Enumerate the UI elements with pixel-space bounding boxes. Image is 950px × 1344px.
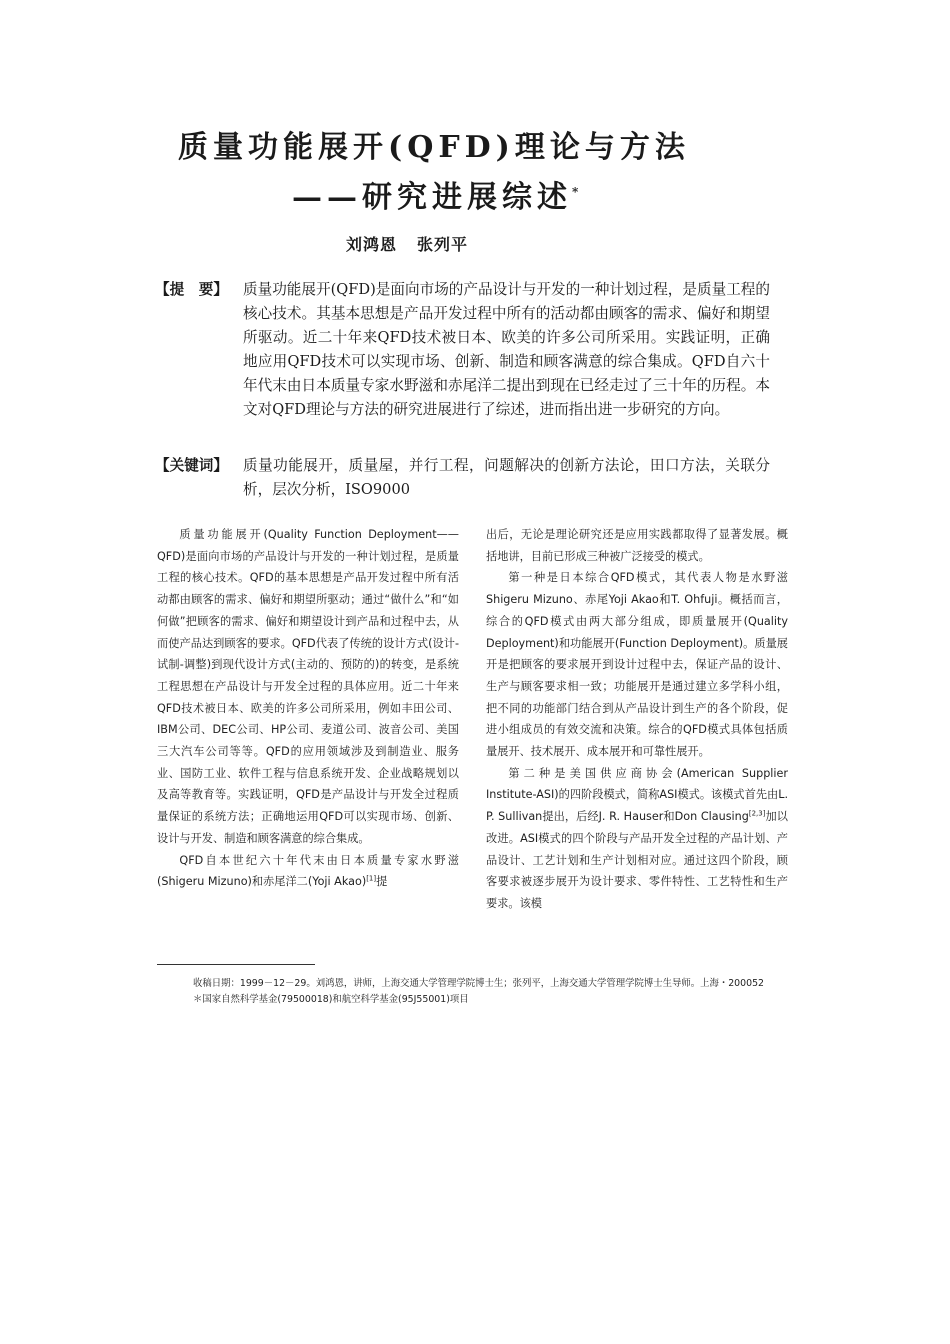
footnote-divider xyxy=(157,964,315,965)
keywords-label: 【关键词】 xyxy=(155,457,228,474)
abstract-label: 【提 要】 xyxy=(155,281,228,298)
funding-mark: * xyxy=(572,185,579,199)
abstract-block xyxy=(155,278,770,422)
body-paragraph: 出后，无论是理论研究还是应用实践都取得了显著发展。概括地讲，目前已形成三种被广泛接受的模式。 xyxy=(486,528,788,563)
author-name: 刘鸿恩 xyxy=(346,235,398,254)
keywords-text: 质量功能展开，质量屋，并行工程，问题解决的创新方法论，田口方法，关联分析，层次分析，ISO9000 xyxy=(243,457,770,498)
paragraph-text: 提 xyxy=(376,875,388,889)
citation-ref: [2,3] xyxy=(748,809,766,818)
abstract-text: 质量功能展开(QFD)是面向市场的产品设计与开发的一种计划过程，是质量工程的核心技术。其基本思想是产品开发过程中所有的活动都由顾客的需求、偏好和期望所驱动。近二十年来QFD技术被日本、欧美的许多公司所采用。实践证明，正确地应用QFD技术可以实现市场、创新、制造和顾客满意的综合集成。QFD自六十年代末由日本质量专家水野滋和赤尾洋二提出到现在已经走过了三十年的历程。本文对QFD理论与方法的研究进展进行了综述，进而指出进一步研究的方向。 xyxy=(243,281,770,418)
body-column-left xyxy=(157,524,459,893)
paragraph-text: 第二种是美国供应商协会(American Supplier Institute-ASI)的四阶段模式，简称ASI模式。该模式首先由L. P. Sullivan提出，后经J. R. Hauser和Don Clausing xyxy=(486,766,788,824)
paragraph-text: 加以改进。ASI模式的四个阶段与产品开发全过程的产品计划、产品设计、工艺计划和生产计划相对应。通过这四个阶段，顾客要求被逐步展开为设计要求、零件特性、工艺特性和生产要求。该模 xyxy=(486,810,788,910)
paper-subtitle xyxy=(292,172,578,218)
subtitle-text: ——研究进展综述 xyxy=(292,180,572,215)
body-column-right xyxy=(486,524,788,915)
body-paragraph: 第一种是日本综合QFD模式，其代表人物是水野滋Shigeru Mizuno、赤尾Yoji Akao和T. Ohfuji。概括而言，综合的QFD模式由两大部分组成，即质量展开(Quality Deployment)和功能展开(Function Deployment)。质量展开是把顾客的要求展开到设计过程中去，保证产品的设计、生产与顾客要求相一致；功能展开是通过建立多学科小组，把不同的功能部门结合到从产品设计到生产的各个阶段，促进小组成员的有效交流和决策。综合的QFD模式具体包括质量展开、技术展开、成本展开和可靠性展开。 xyxy=(486,571,788,759)
body-paragraph xyxy=(157,850,459,893)
author-name: 张列平 xyxy=(417,235,469,254)
body-paragraph: 质量功能展开(Quality Function Deployment——QFD)是面向市场的产品设计与开发的一种计划过程，是质量工程的核心技术。QFD的基本思想是产品开发过程中所有活动都由顾客的需求、偏好和期望所驱动；通过“做什么”和“如何做”把顾客的需求、偏好和期望设计到产品和过程中去，从而使产品达到顾客的要求。QFD代表了传统的设计方式(设计-试制-调整)到现代设计方式(主动的、预防的)的转变，是系统工程思想在产品设计与开发全过程的具体应用。近二十年来QFD技术被日本、欧美的许多公司所采用，例如丰田公司、IBM公司、DEC公司、HP公司、麦道公司、波音公司、美国三大汽车公司等等。QFD的应用领域涉及到制造业、服务业、国防工业、软件工程与信息系统开发、企业战略规划以及高等教育等。实践证明，QFD是产品设计与开发全过程质量保证的系统方法；正确地运用QFD可以实现市场、创新、设计与开发、制造和顾客满意的综合集成。 xyxy=(157,528,459,845)
footnote-fund: ＊国家自然科学基金(79500018)和航空科学基金(95J55001)项目 xyxy=(193,994,469,1005)
body-paragraph xyxy=(486,763,788,915)
paragraph-text: QFD自本世纪六十年代末由日本质量专家水野滋(Shigeru Mizuno)和赤尾洋二(Yoji Akao) xyxy=(157,853,459,889)
footnote-received: 收稿日期：1999－12－29。刘鸿恩，讲师，上海交通大学管理学院博士生；张列平，上海交通大学管理学院博士生导师。上海・200052 xyxy=(193,978,765,989)
footnotes xyxy=(193,976,793,1008)
paper-title: 质量功能展开(QFD)理论与方法 xyxy=(178,130,690,165)
author-list xyxy=(346,232,468,255)
citation-ref: [1] xyxy=(366,874,377,883)
keywords-block xyxy=(155,454,770,502)
